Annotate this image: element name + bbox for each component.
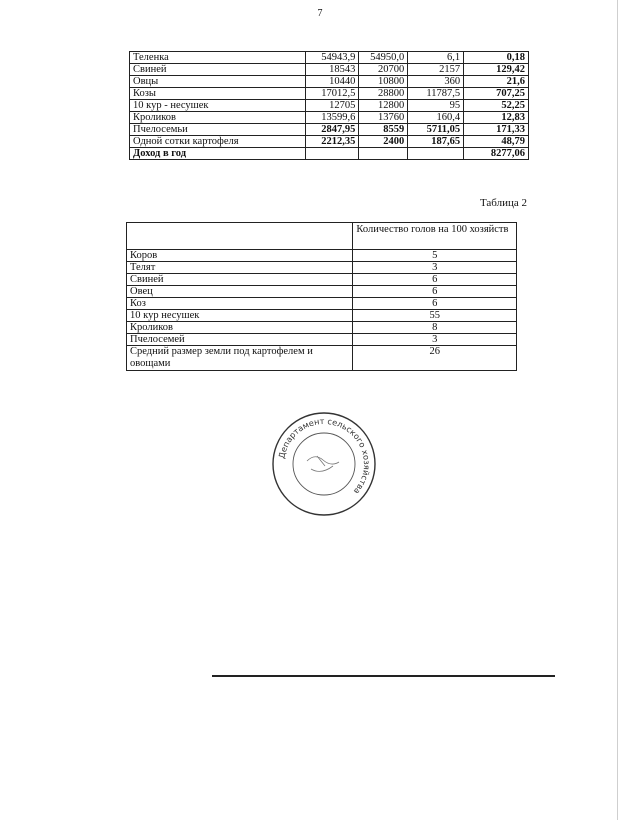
income-row-value-2: 20700 — [359, 64, 408, 76]
income-row-value-1: 2212,35 — [306, 136, 359, 148]
income-row-value-1: 2847,95 — [306, 124, 359, 136]
livestock-row-value: 6 — [353, 286, 517, 298]
page-edge-line — [617, 0, 618, 820]
income-row-label: Одной сотки картофеля — [130, 136, 306, 148]
livestock-row — [127, 334, 517, 346]
income-row-value-2: 2400 — [359, 136, 408, 148]
income-row-value-4: 707,25 — [464, 88, 529, 100]
income-row-value-4: 21,6 — [464, 76, 529, 88]
income-row-value-1: 18543 — [306, 64, 359, 76]
income-row-label: Овцы — [130, 76, 306, 88]
income-row-value-1: 13599,6 — [306, 112, 359, 124]
income-row-value-2: 54950,0 — [359, 52, 408, 64]
income-row — [130, 88, 529, 100]
livestock-row-value: 3 — [353, 262, 517, 274]
income-row-value-2: 28800 — [359, 88, 408, 100]
livestock-header-row — [127, 223, 517, 250]
livestock-table-body — [127, 250, 517, 371]
income-table-body — [130, 52, 529, 148]
livestock-row — [127, 346, 517, 371]
livestock-row-label: Свиней — [127, 274, 353, 286]
livestock-row-value: 6 — [353, 298, 517, 310]
income-row-value-3: 5711,05 — [408, 124, 464, 136]
income-row — [130, 112, 529, 124]
stamp-text: Департамент сельского хозяйства — [276, 415, 373, 497]
income-row-value-3: 11787,5 — [408, 88, 464, 100]
livestock-header-cell: Количество голов на 100 хозяйств — [353, 223, 517, 250]
livestock-row-value: 26 — [353, 346, 517, 371]
income-total-row — [130, 148, 529, 160]
income-row-value-2: 12800 — [359, 100, 408, 112]
income-row-value-3: 2157 — [408, 64, 464, 76]
income-row-value-4: 48,79 — [464, 136, 529, 148]
livestock-row-label: Пчелосемей — [127, 334, 353, 346]
livestock-row-value: 3 — [353, 334, 517, 346]
income-row-value-4: 0,18 — [464, 52, 529, 64]
income-row — [130, 64, 529, 76]
income-row-label: Свиней — [130, 64, 306, 76]
svg-text:Департамент сельского хозяйств — [276, 416, 372, 497]
livestock-row-label: Средний размер земли под картофелем и овощами — [127, 346, 353, 371]
income-row — [130, 124, 529, 136]
income-row-value-1: 10440 — [306, 76, 359, 88]
livestock-row-label: Кроликов — [127, 322, 353, 334]
livestock-row — [127, 298, 517, 310]
livestock-row-label: Коров — [127, 250, 353, 262]
income-row-label: Теленка — [130, 52, 306, 64]
livestock-row-value: 5 — [353, 250, 517, 262]
income-total-value: 8277,06 — [464, 148, 529, 160]
livestock-row — [127, 250, 517, 262]
livestock-row-label: 10 кур несушек — [127, 310, 353, 322]
livestock-row-label: Коз — [127, 298, 353, 310]
page-number: 7 — [317, 8, 323, 19]
livestock-row — [127, 310, 517, 322]
income-row-value-1: 54943,9 — [306, 52, 359, 64]
round-seal-stamp — [269, 409, 379, 519]
livestock-row-value: 55 — [353, 310, 517, 322]
income-row — [130, 52, 529, 64]
income-row-value-4: 12,83 — [464, 112, 529, 124]
income-row-value-3: 160,4 — [408, 112, 464, 124]
bottom-rule — [212, 675, 555, 677]
livestock-row-value: 6 — [353, 274, 517, 286]
livestock-row-value: 8 — [353, 322, 517, 334]
income-row-value-4: 52,25 — [464, 100, 529, 112]
income-row — [130, 76, 529, 88]
income-row — [130, 136, 529, 148]
livestock-row — [127, 286, 517, 298]
livestock-row — [127, 322, 517, 334]
income-row-value-4: 129,42 — [464, 64, 529, 76]
income-row-value-1: 17012,5 — [306, 88, 359, 100]
income-row-value-2: 8559 — [359, 124, 408, 136]
livestock-table — [126, 222, 517, 371]
income-row-value-2: 10800 — [359, 76, 408, 88]
income-total-label: Доход в год — [130, 148, 306, 160]
income-row-value-2: 13760 — [359, 112, 408, 124]
income-row-label: Кроликов — [130, 112, 306, 124]
table-2-caption: Таблица 2 — [479, 197, 527, 209]
income-row-value-3: 95 — [408, 100, 464, 112]
income-row-value-3: 6,1 — [408, 52, 464, 64]
income-row-label: 10 кур - несушек — [130, 100, 306, 112]
income-row-value-3: 187,65 — [408, 136, 464, 148]
livestock-row-label: Телят — [127, 262, 353, 274]
income-row-value-1: 12705 — [306, 100, 359, 112]
livestock-row — [127, 262, 517, 274]
income-table — [129, 51, 529, 160]
livestock-row — [127, 274, 517, 286]
income-row-value-4: 171,33 — [464, 124, 529, 136]
income-row — [130, 100, 529, 112]
income-row-label: Козы — [130, 88, 306, 100]
livestock-row-label: Овец — [127, 286, 353, 298]
income-row-value-3: 360 — [408, 76, 464, 88]
income-row-label: Пчелосемьи — [130, 124, 306, 136]
